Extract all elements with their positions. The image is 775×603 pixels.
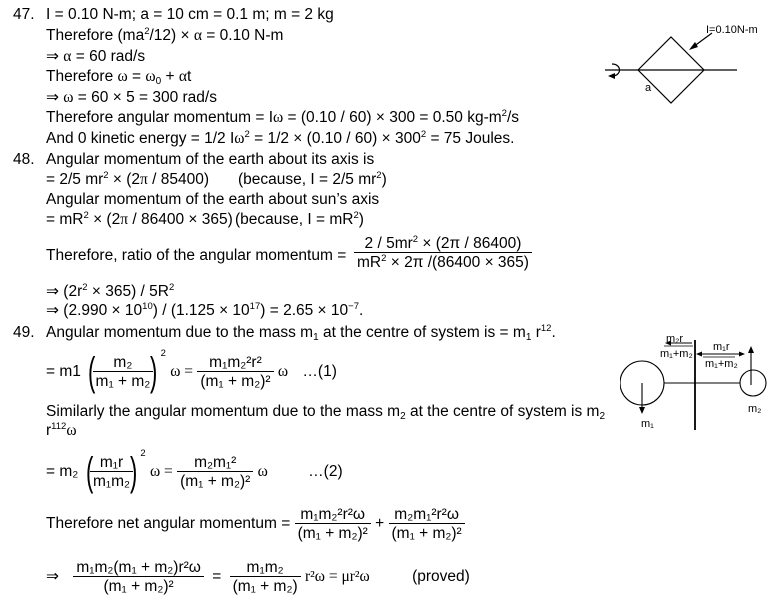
- final-equation: ⇒ $\frac{\text{m₁m₂(m₁ + m₂)r²ω}}{\text{(m₁ + m₂)²}}$ = $\frac{\text{m₁m₂}}{\text{(m₁ + m₂)}}$ r²ω = μr²ω (proved): [46, 558, 470, 595]
- statement-m2: Similarly the angular momentum due to the mass $m_2$ at the centre of system is $m_2$: [46, 403, 606, 422]
- earth-sun-note: (because, $I = mR^2$): [235, 210, 364, 228]
- mass-2-label: m₂: [748, 403, 762, 415]
- problem-number: 49.: [13, 324, 35, 341]
- equation-1: = m1 ( $\frac{\text{m₂}}{\text{m₁ + m₂}}$ ) $^2$ ω = $\frac{\text{m₁m₂²r²}}{\text{(m₁ + m₂)²}}$ ω …(1): [46, 348, 337, 394]
- right-distance-num: m₁r: [713, 341, 730, 353]
- earth-axis-momentum: = 2/5 $mr^2 \times (2\pi / 85400)$: [46, 170, 210, 188]
- side-label: a: [645, 82, 652, 94]
- ratio-label: Therefore, ratio of the angular momentum =: [46, 247, 347, 264]
- torque-equation: Therefore $(ma^2/12) \times \alpha = 0.10$ N-m: [46, 26, 284, 44]
- statement-axis: Angular momentum of the earth about its axis is: [46, 151, 375, 168]
- statement-m2-cont: $r^{112}\omega$: [46, 421, 77, 439]
- left-distance-den: m₁+m₂: [660, 348, 693, 360]
- left-distance-num: m₂r: [666, 333, 684, 345]
- ratio-numerator: $2 / 5mr^2 \times (2\pi / 86400)$: [364, 234, 522, 252]
- angular-momentum-result: Therefore angular momentum = Iω = (0.10 / 60) × 300 = 0.50 $kg-m^2/s$: [46, 108, 520, 126]
- statement-m1: Angular momentum due to the mass $m_1$ at the centre of system is = $m_1$ $r^{12}$.: [46, 323, 556, 343]
- two-mass-system-diagram: [620, 330, 775, 430]
- torque-label: I=0.10N-m: [706, 24, 758, 36]
- omega-result: ⇒ ω = 60 × 5 = 300 rad/s: [46, 89, 217, 106]
- ratio-simplified: ⇒ $(2r^2 \times 365) / 5R^2$: [46, 282, 175, 300]
- right-distance-den: m₁+m₂: [705, 358, 738, 370]
- problem-number: 47.: [13, 6, 35, 23]
- earth-axis-note: (because, I = 2/5 $mr^2$): [238, 170, 387, 188]
- ratio-denominator: $mR^2 \times 2\pi$ /(86400 × 365): [354, 252, 532, 272]
- given-values: I = 0.10 N-m; a = 10 cm = 0.1 m; m = 2 kg: [46, 6, 334, 23]
- earth-sun-momentum: = $mR^2 \times (2\pi / 86400 \times 365)$: [46, 210, 233, 228]
- proved-label: (proved): [412, 568, 470, 585]
- alpha-result: ⇒ α = 60 rad/s: [46, 48, 146, 65]
- mass-1-label: m₁: [641, 418, 654, 430]
- problem-number: 48.: [13, 151, 35, 168]
- omega-equation: Therefore $\omega = \omega_0 + \alpha t$: [46, 68, 192, 87]
- mass-2-circle: [740, 370, 766, 396]
- ratio-result: ⇒ $(2.990 \times 10^{10}) / (1.125 \times 10^{17}) = 2.65 \times 10^{-7}$.: [46, 301, 364, 319]
- ratio-fraction: [354, 235, 532, 272]
- net-momentum-equation: Therefore net angular momentum = $\frac{\text{m₁m₂²r²ω}}{\text{(m₁ + m₂)²}}$ + $\frac{\text{m₂m₁²r²ω}}{\text{(m₁ + m₂)²}}$: [46, 504, 465, 544]
- equation-2: = m₂ ( $\frac{\text{m₁r}}{\text{m₁m₂}}$ ) $^2$ ω = $\frac{\text{m₂m₁²}}{\text{(m₁ + m₂)²}}$ ω …(2): [46, 448, 343, 494]
- statement-sun: Angular momentum of the earth about sun’s axis: [46, 191, 380, 208]
- kinetic-energy-result: And 0 kinetic energy = 1/2 $I\omega^2 = 1/2 \times (0.10 / 60) \times 300^2 = 75$ Joules.: [46, 129, 515, 147]
